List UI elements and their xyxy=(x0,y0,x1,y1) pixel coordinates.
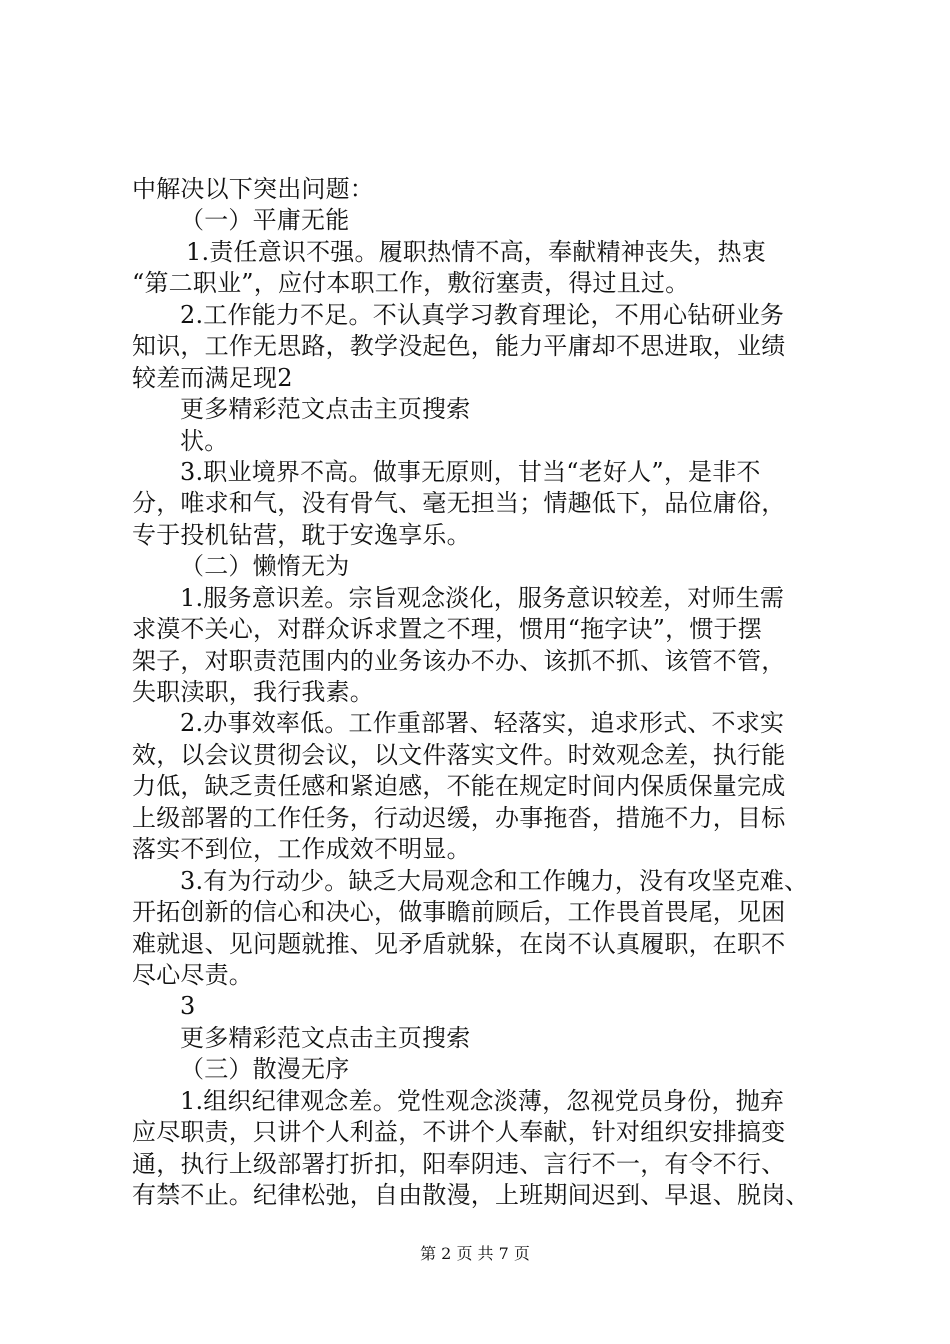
text-line: 1.服务意识差。宗旨观念淡化，服务意识较差，对师生需 xyxy=(180,584,785,612)
text-line: 3.有为行动少。缺乏大局观念和工作魄力，没有攻坚克难、 xyxy=(180,867,809,895)
text-line: 开拓创新的信心和决心，做事瞻前顾后，工作畏首畏尾，见困 xyxy=(132,898,786,926)
text-line: 1.责任意识不强。履职热情不高，奉献精神丧失，热衷 xyxy=(186,238,766,266)
text-line: “第二职业”，应付本职工作，敷衍塞责，得过且过。 xyxy=(132,269,690,297)
watermark-line: 更多精彩范文点击主页搜索 xyxy=(180,1024,471,1052)
text-line: 分，唯求和气，没有骨气、毫无担当；情趣低下，品位庸俗， xyxy=(132,489,786,517)
watermark-line: 更多精彩范文点击主页搜索 xyxy=(180,395,471,423)
text-line: 状。 xyxy=(180,427,229,455)
section-heading: （一）平庸无能 xyxy=(180,206,350,234)
text-line: 专于投机钻营，耽于安逸享乐。 xyxy=(132,521,471,549)
text-line: 应尽职责，只讲个人利益，不讲个人奉献，针对组织安排搞变 xyxy=(132,1118,786,1146)
text-line: 落实不到位，工作成效不明显。 xyxy=(132,835,471,863)
text-line: 较差而满足现2 xyxy=(132,364,293,392)
text-line: 尽心尽责。 xyxy=(132,961,253,989)
text-line: 效，以会议贯彻会议，以文件落实文件。时效观念差，执行能 xyxy=(132,741,786,769)
text-line: 难就退、见问题就推、见矛盾就躲，在岗不认真履职，在职不 xyxy=(132,930,786,958)
text-line: 知识，工作无思路，教学没起色，能力平庸却不思进取，业绩 xyxy=(132,332,786,360)
page-footer: 第 2 页 共 7 页 xyxy=(420,1244,530,1263)
text-line: 2.工作能力不足。不认真学习教育理论，不用心钻研业务 xyxy=(180,301,785,329)
text-line: 有禁不止。纪律松弛，自由散漫，上班期间迟到、早退、脱岗、 xyxy=(132,1181,810,1209)
section-heading: （三）散漫无序 xyxy=(180,1055,350,1083)
page-number-inline: 3 xyxy=(180,992,196,1020)
text-line: 通，执行上级部署打折扣，阳奉阴违、言行不一，有令不行、 xyxy=(132,1150,786,1178)
text-line: 中解决以下突出问题： xyxy=(132,175,374,203)
text-line: 上级部署的工作任务，行动迟缓，办事拖沓，措施不力，目标 xyxy=(132,804,786,832)
text-line: 求漠不关心，对群众诉求置之不理，惯用“拖字诀”，惯于摆 xyxy=(132,615,762,643)
text-line: 失职渎职，我行我素。 xyxy=(132,678,374,706)
text-line: 3.职业境界不高。做事无原则，甘当“老好人”，是非不 xyxy=(180,458,761,486)
text-line: 架子，对职责范围内的业务该办不办、该抓不抓、该管不管， xyxy=(132,647,786,675)
text-line: 2.办事效率低。工作重部署、轻落实，追求形式、不求实 xyxy=(180,709,785,737)
text-line: 力低，缺乏责任感和紧迫感，不能在规定时间内保质保量完成 xyxy=(132,772,786,800)
section-heading: （二）懒惰无为 xyxy=(180,552,350,580)
text-line: 1.组织纪律观念差。党性观念淡薄，忽视党员身份，抛弃 xyxy=(180,1087,785,1115)
